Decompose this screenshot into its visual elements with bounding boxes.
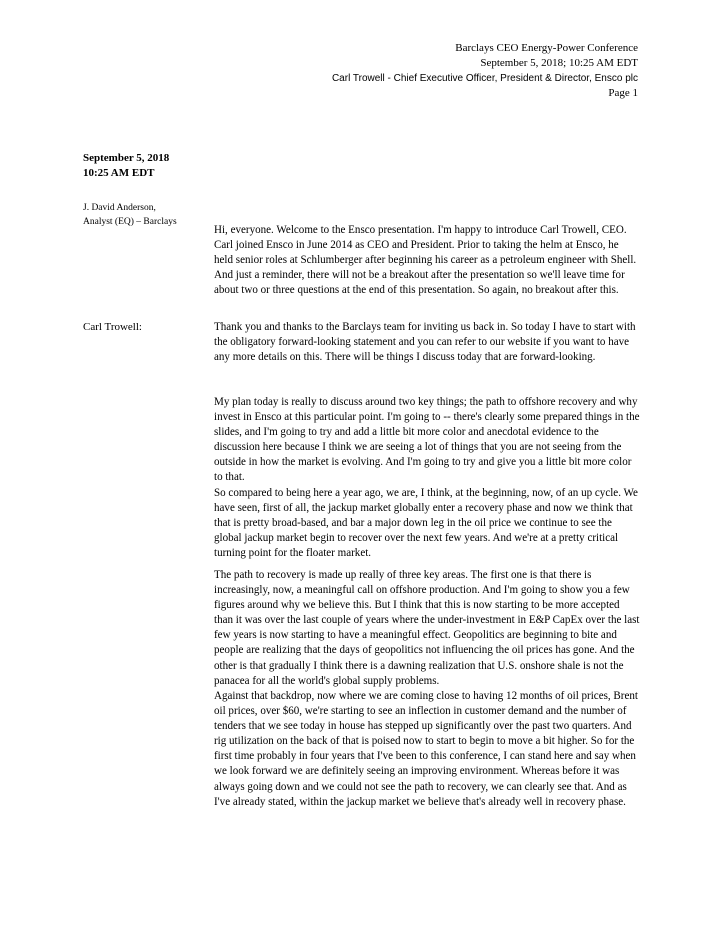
- speaker-line: Carl Trowell - Chief Executive Officer, President & Director, Ensco plc: [331, 73, 638, 84]
- paragraph: My plan today is really to discuss around two key things; the path to offshore recovery and why invest in Ensco at this particular point. I'm going to -- there's clearly some prepared things in the slides, and I'm going to try and add a little bit more color and anecdotal evidence to the discussion here because I think we are seeing a lot of things that you are not seeing from the outside in how the market is evolving. And I'm going to try and give you a little bit more color to that.: [214, 396, 640, 484]
- page-number: Page 1: [608, 87, 638, 99]
- paragraph: Thank you and thanks to the Barclays team for inviting us back in. So today I have to start with the obligatory forward-looking statement and you can refer to our website if you want to have any more details on this. There will be things I discuss today that are forward-looking.: [214, 321, 636, 364]
- speaker-role: Analyst (EQ) – Barclays: [83, 217, 177, 227]
- paragraph: The path to recovery is made up really of three key areas. The first one is that there is increasingly, now, a meaningful call on offshore production. And I'm going to show you a few figures around why we believe this. But I think that this is now starting to be more accepted than it was over the last couple of years where the under-investment in E&P CapEx over the last few years is now starting to have a meaningful effect. Geopolitics are beginning to bite and people are realizing that the days of geopolitics not influencing the oil prices has gone. And the other is that gradually I think there is a dawning realization that U.S. onshore shale is not the panacea for all the world's global supply problems.: [214, 569, 640, 687]
- paragraph: Against that backdrop, now where we are coming close to having 12 months of oil prices, Brent oil prices, over $60, we're starting to see an inflection in customer demand and the number of tenders that we see today in house has stepped up significantly over the past two quarters. And rig utilization on the back of that is poised now to start to begin to move a bit higher. So for the first time probably in four years that I've been to this conference, I can stand here and say when we look forward we are definitely seeing an improving environment. Whereas before it was always going down and we could not see the path to recovery, we can clearly see that. And as I've already stated, within the jackup market we believe that's already well in recovery phase.: [214, 690, 638, 808]
- conference-title: Barclays CEO Energy-Power Conference: [455, 42, 638, 54]
- speaker-name: J. David Anderson,: [83, 203, 156, 213]
- date-block: [83, 151, 169, 181]
- transcript-date: September 5, 2018: [83, 152, 170, 164]
- conference-datetime: September 5, 2018; 10:25 AM EDT: [480, 57, 638, 69]
- paragraph: So compared to being here a year ago, we are, I think, at the beginning, now, of an up cycle. We have seen, first of all, the jackup market globally enter a recovery phase and now we think that that is pretty broad-based, and bar a major down leg in the oil price we continue to see the global jackup market begin to recover over the next few years. And we're at a pretty critical turning point for the floater market.: [214, 487, 638, 560]
- speaker-anderson: [83, 201, 208, 229]
- page-header: [332, 41, 638, 101]
- speaker-trowell: Carl Trowell:: [83, 321, 142, 333]
- paragraph: Hi, everyone. Welcome to the Ensco presentation. I'm happy to introduce Carl Trowell, CEO. Carl joined Ensco in June 2014 as CEO and President. Prior to taking the helm at Ensco, he held senior roles at Schlumberger after beginning his career as a petroleum engineer with Shell. And just a reminder, there will not be a breakout after the presentation so we'll leave time for about two or three questions at the end of this presentation. So again, no breakout after this.: [214, 224, 637, 297]
- transcript-time: 10:25 AM EDT: [83, 167, 155, 179]
